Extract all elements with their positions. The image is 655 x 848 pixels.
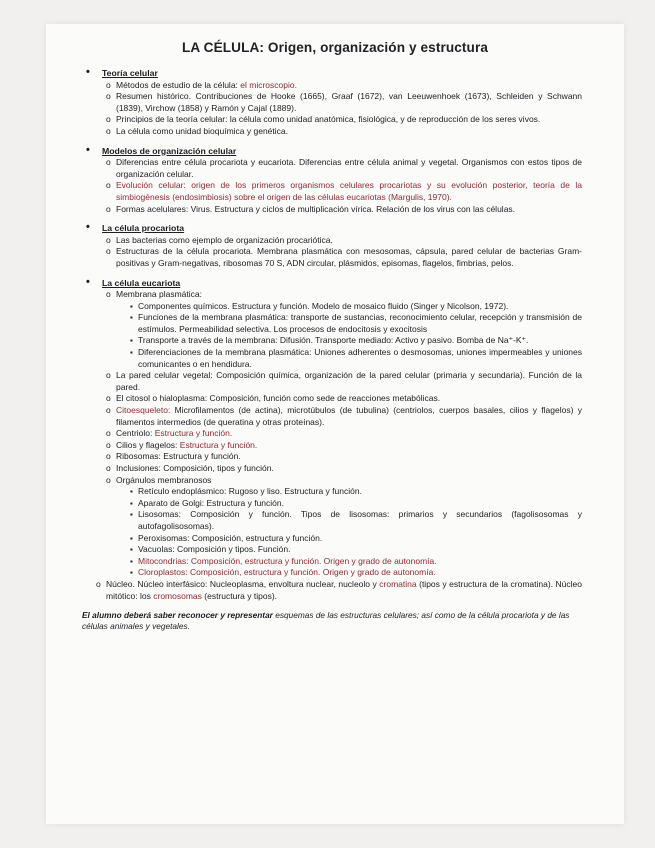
list-item: o Evolución celular: origen de los primeros organismos celulares procariotas y su evolución posterior, teoría de la simbiogénesis (endosimbiosis) sobre el origen de las células eucariotas (Margulis, 1970). [108,180,582,203]
list-item: o La pared celular vegetal: Composición química, organización de la pared celular (primaria y secundaria). Función de la pared. [108,370,582,393]
list-item: o Estructuras de la célula procariota. Membrana plasmática con mesosomas, cápsula, pared celular de bacterias Gram-positivas y Gram-negativas, ribosomas 70 S, ADN circular, plásmidos, episomas, flagelos, fimbrias, pelos. [108,246,582,269]
section-celula-procariota [82,223,582,269]
list-item: o Inclusiones: Composición, tipos y función. [108,463,582,475]
list-item: o El citosol o hialoplasma: Composición, función como sede de reacciones metabólicas. [108,393,582,405]
list-item: o Citoesqueleto: Microfilamentos (de actina), microtúbulos (de tubulina) (centriolos, cuerpos basales, cilios y flagelos) y filamentos intermedios (de queratina y otras proteínas). [108,405,582,428]
list-item: o Resumen histórico. Contribuciones de Hooke (1665), Graaf (1672), van Leeuwenhoek (1673), Schleiden y Schwann (1839), Virchow (1858) y Ramón y Cajal (1889). [108,91,582,114]
section-heading: • La célula eucariota [82,278,582,290]
sub-item: ▪ Funciones de la membrana plasmática: transporte de sustancias, reconocimiento celular, recepción y transmisión de estímulos. Permeabilidad selectiva. Los procesos de endocitosis y exocitosis [130,312,582,335]
list-item: o Centriolo: Estructura y función. [108,428,582,440]
sub-item: ▪ Aparato de Golgi: Estructura y función. [130,498,582,510]
list-item-organulos: o Orgánulos membranosos ▪ Retículo endoplásmico: Rugoso y liso. Estructura y función. ▪ Aparato de Golgi: Estructura y función. ▪ Lisosomas: Composición y función. Tipos de lisosomas: primarios y secundarios (fagolisosomas y autofagolisosomas). ▪ Peroxisomas: Composición, estructura y función. ▪ Vacuolas: Composición y tipos. Función. ▪ Mitocondrias: Composición, estructura y función. Origen y grado de autonomía. ▪ Cloroplastos: Composición, estructura y función. Origen y grado de autonomía. [108,475,582,579]
list-item: o La célula como unidad bioquímica y genética. [108,126,582,138]
list-item: o Cilios y flagelos: Estructura y función. [108,440,582,452]
list-item: o Formas acelulares: Virus. Estructura y ciclos de multiplicación vírica. Relación de los virus con las células. [108,204,582,216]
document-content [82,68,582,631]
section-teoria-celular [82,68,582,138]
list-item-nucleo: o Núcleo. Núcleo interfásico: Nucleoplasma, envoltura nuclear, nucleolo y cromatina (tipos y estructura de la cromatina). Núcleo mitótico: los cromosomas (estructura y tipos). [98,579,582,602]
list-item: o Diferencias entre célula procariota y eucariota. Diferencias entre célula animal y vegetal. Organismos con estos tipos de organización celular. [108,157,582,180]
list-item: o Las bacterias como ejemplo de organización procariótica. [108,235,582,247]
sub-item: ▪ Mitocondrias: Composición, estructura y función. Origen y grado de autonomía. [130,556,582,568]
section-heading: • Teoría celular [82,68,582,80]
sub-item: ▪ Vacuolas: Composición y tipos. Función. [130,544,582,556]
section-heading: • Modelos de organización celular [82,146,582,158]
section-celula-eucariota [82,278,582,603]
document-page [46,24,624,824]
sub-item: ▪ Peroxisomas: Composición, estructura y función. [130,533,582,545]
list-item: o Métodos de estudio de la célula: el microscopio. [108,80,582,92]
list-item-membrana: o Membrana plasmática: ▪ Componentes químicos. Estructura y función. Modelo de mosaico fluido (Singer y Nicolson, 1972). ▪ Funciones de la membrana plasmática: transporte de sustancias, reconocimiento celular, recepción y transmisión de estímulos. Permeabilidad selectiva. Los procesos de endocitosis y exocitosis ▪ Transporte a través de la membrana: Difusión. Transporte mediado: Activo y pasivo. Bomba de Na⁺-K⁺. ▪ Diferenciaciones de la membrana plasmática: Uniones adherentes o desmosomas, uniones impermeables y uniones comunicantes o en hendidura. [108,289,582,370]
sub-item: ▪ Retículo endoplásmico: Rugoso y liso. Estructura y función. [130,486,582,498]
sub-item: ▪ Componentes químicos. Estructura y función. Modelo de mosaico fluido (Singer y Nicolson, 1972). [130,301,582,313]
section-heading: • La célula procariota [82,223,582,235]
sub-item: ▪ Lisosomas: Composición y función. Tipos de lisosomas: primarios y secundarios (fagolisosomas y autofagolisosomas). [130,509,582,532]
section-modelos-organizacion [82,146,582,216]
sub-item: ▪ Cloroplastos: Composición, estructura y función. Origen y grado de autonomía. [130,567,582,579]
closing-note: El alumno deberá saber reconocer y representar esquemas de las estructuras celulares; así como de la célula procariota y de las células animales y vegetales. [82,610,570,631]
list-item: o Principios de la teoría celular: la célula como unidad anatómica, fisiológica, y de reproducción de los seres vivos. [108,114,582,126]
sub-item: ▪ Transporte a través de la membrana: Difusión. Transporte mediado: Activo y pasivo. Bomba de Na⁺-K⁺. [130,335,582,347]
list-item: o Ribosomas: Estructura y función. [108,451,582,463]
sub-item: ▪ Diferenciaciones de la membrana plasmática: Uniones adherentes o desmosomas, uniones impermeables y uniones comunicantes o en hendidura. [130,347,582,370]
page-title: LA CÉLULA: Origen, organización y estructura [181,40,489,55]
